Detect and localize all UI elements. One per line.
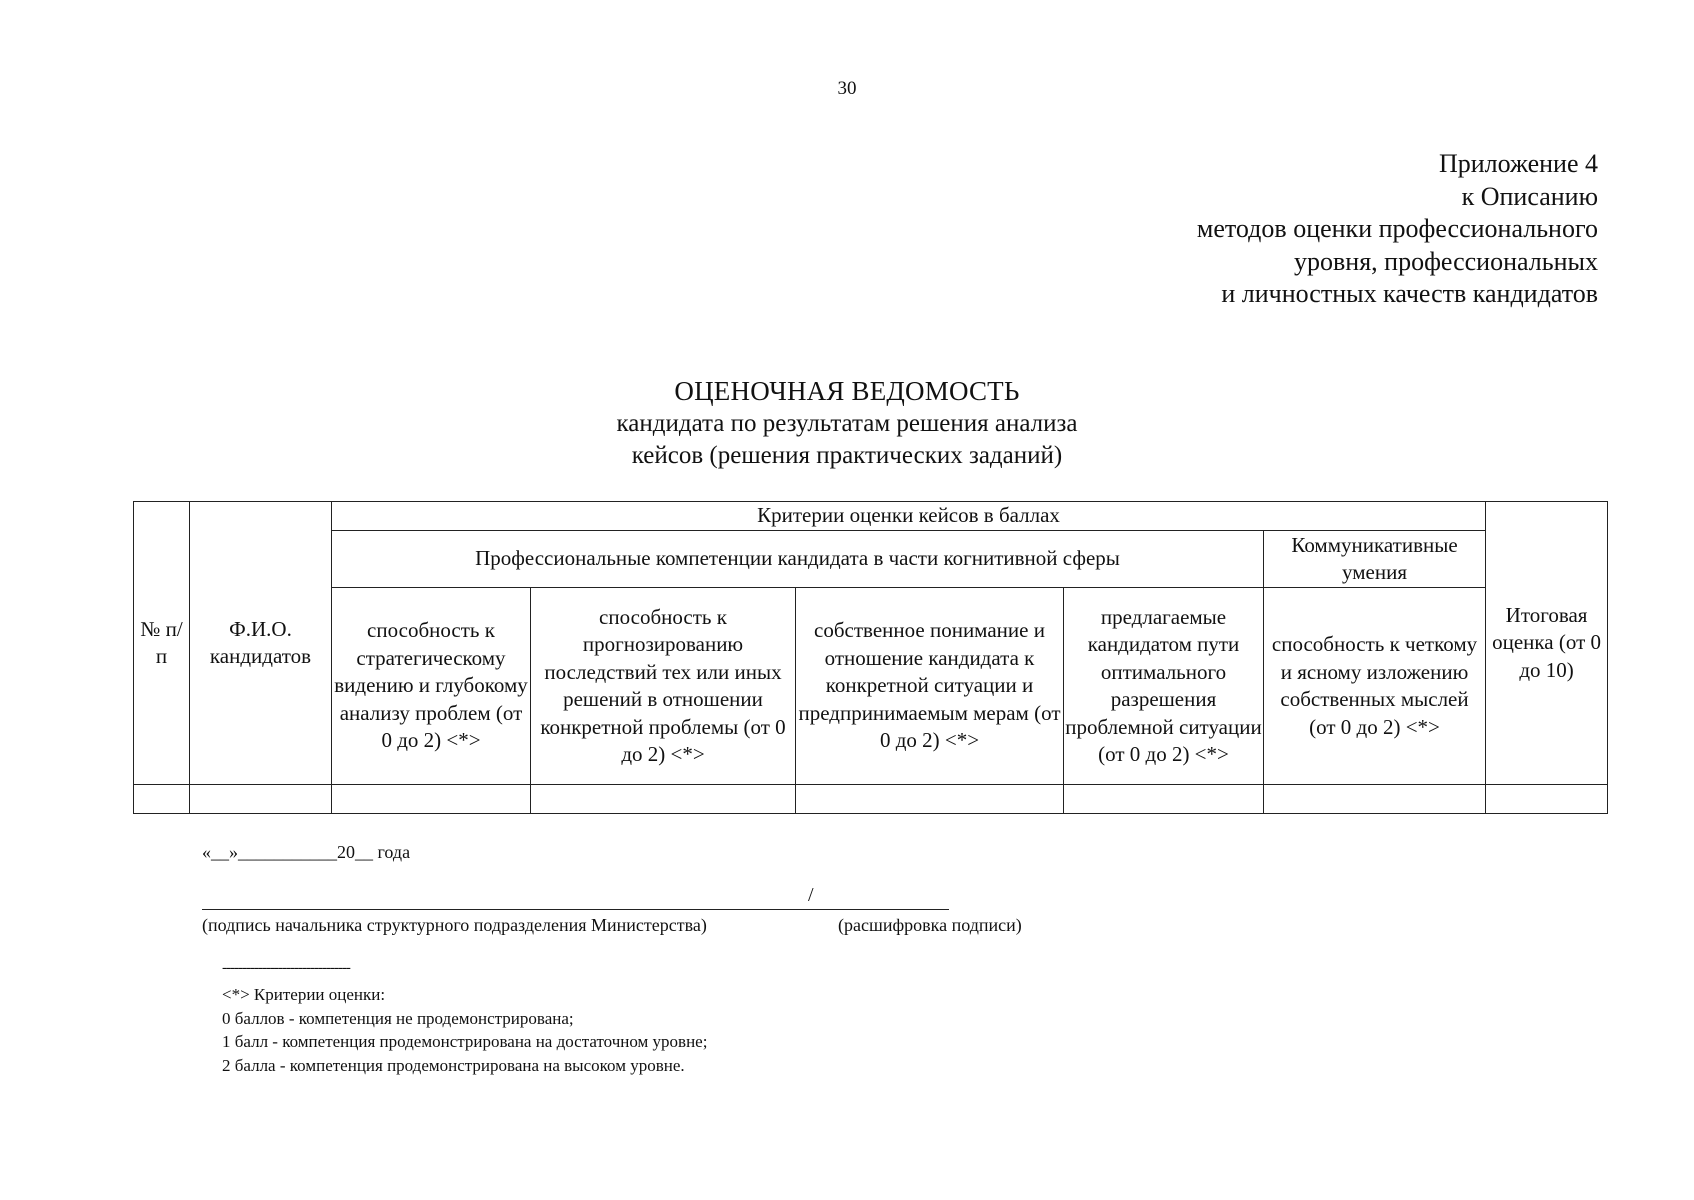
- table-row: [134, 785, 1608, 814]
- document-title: [0, 374, 1694, 472]
- page-number: 30: [837, 78, 857, 99]
- header-group-communicative: Коммуникативные умения: [1264, 531, 1486, 588]
- date-line: «__»___________20__ года: [202, 842, 411, 862]
- footnote-line: 1 балл - компетенция продемонстрирована на достаточном уровне;: [222, 1032, 708, 1051]
- table-cell: [1486, 785, 1608, 814]
- footnotes: [222, 983, 707, 1077]
- appendix-line: методов оценки профессионального: [1196, 214, 1598, 243]
- header-fio: Ф.И.О. кандидатов: [190, 502, 332, 785]
- header-criterion: способность к стратегическому видению и глубокому анализу проблем (от 0 до 2) <*>: [332, 588, 531, 785]
- footnote-line: 0 баллов - компетенция не продемонстрирована;: [222, 1008, 574, 1028]
- table-cell: [796, 785, 1064, 814]
- signature-decode-label: (расшифровка подписи): [838, 915, 1022, 935]
- header-criterion: собственное понимание и отношение кандидата к конкретной ситуации и предпринимаемым мерам (от 0 до 2) <*>: [796, 588, 1064, 785]
- header-criterion: предлагаемые кандидатом пути оптимального разрешения проблемной ситуации (от 0 до 2) <*>: [1064, 588, 1264, 785]
- appendix-heading: [1197, 148, 1598, 311]
- evaluation-table: [133, 501, 1608, 814]
- signature-slash: /: [808, 884, 814, 906]
- signature-label: (подпись начальника структурного подразделения Министерства): [202, 915, 707, 935]
- appendix-line: к Описанию: [1461, 181, 1598, 211]
- title-subtitle-line: кейсов (решения практических заданий): [631, 442, 1063, 469]
- title-main: ОЦЕНОЧНАЯ ВЕДОМОСТЬ: [674, 376, 1020, 406]
- header-criterion: способность к прогнозированию последствий тех или иных решений в отношении конкретной проблемы (от 0 до 2) <*>: [531, 588, 796, 785]
- footnote-line: 2 балла - компетенция продемонстрирована на высоком уровне.: [222, 1055, 685, 1075]
- table-cell: [1264, 785, 1486, 814]
- footnote-line: <*> Критерии оценки:: [222, 985, 386, 1004]
- header-criteria: Критерии оценки кейсов в баллах: [332, 502, 1486, 531]
- appendix-line: и личностных качеств кандидатов: [1221, 279, 1598, 308]
- header-group-professional: Профессиональные компетенции кандидата в части когнитивной сферы: [332, 531, 1264, 588]
- header-criterion: способность к четкому и ясному изложению собственных мыслей (от 0 до 2) <*>: [1264, 588, 1486, 785]
- header-number: № п/п: [134, 502, 190, 785]
- header-total: Итоговая оценка (от 0 до 10): [1486, 502, 1608, 785]
- appendix-line: Приложение 4: [1438, 149, 1598, 178]
- table-cell: [531, 785, 796, 814]
- table-cell: [332, 785, 531, 814]
- table-cell: [190, 785, 332, 814]
- footnote-separator: --------------------------------: [222, 960, 350, 976]
- signature-line: [202, 909, 949, 910]
- table-cell: [1064, 785, 1264, 814]
- table-cell: [134, 785, 190, 814]
- title-subtitle-line: кандидата по результатам решения анализа: [616, 410, 1078, 437]
- appendix-line: уровня, профессиональных: [1294, 246, 1598, 276]
